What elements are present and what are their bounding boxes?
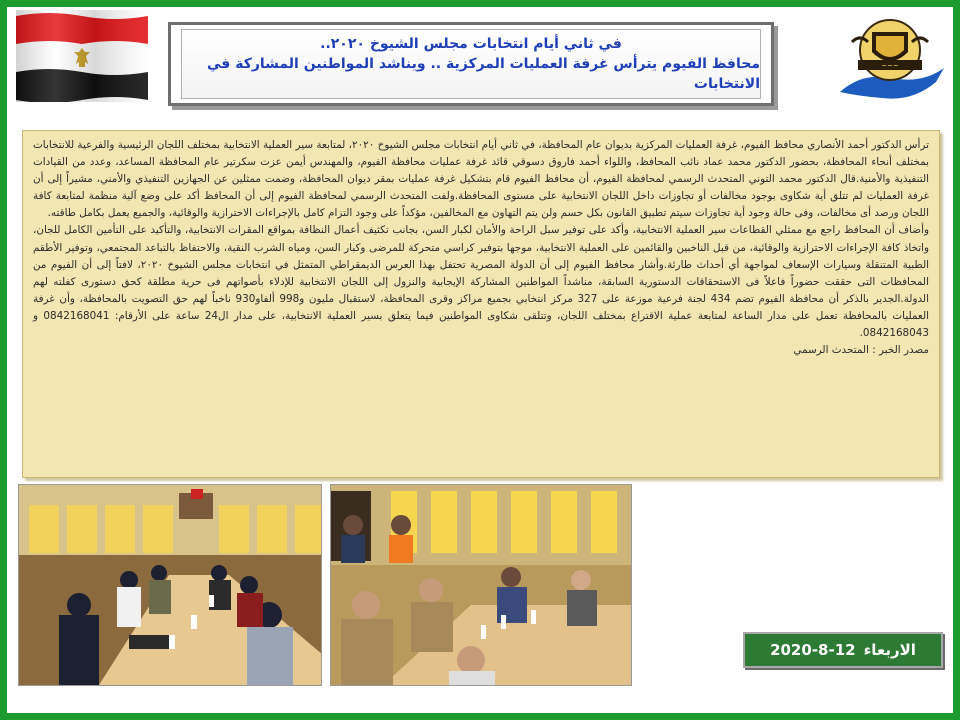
meeting-photo-2 xyxy=(330,484,632,686)
headline-box xyxy=(168,22,774,106)
svg-text:~~~: ~~~ xyxy=(881,62,899,70)
article-source: مصدر الخبر : المتحدث الرسمي xyxy=(793,344,929,357)
meeting-photo-1 xyxy=(18,484,322,686)
headline-line-1: في ثاني أيام انتخابات مجلس الشيوخ ٢٠٢٠.. xyxy=(320,36,622,52)
date-badge xyxy=(743,632,943,668)
fayoum-governorate-logo-icon xyxy=(832,12,948,104)
date-value: 2020-8-12 xyxy=(770,641,856,659)
article-paragraph-1: ترأس الدكتور أحمد الأنصاري محافظ الفيوم، غرفة العمليات المركزية بديوان عام المحافظة، في ثاني أيام انتخابات مجلس الشيوخ ٢٠٢٠، لمتابعة سير العملية الانتخابية بمختلف اللجان الرئيسية والفرعية للانتخابات بمختلف أنحاء المحافظة، بحضور الدكتور محمد عماد نائب المحافظ، واللواء أحمد فاروق دسوقي قائد غرفة عمليات محافظة الفيوم، والمهندس أيمن عزت سكرتير عام المحافظة المساعد، وعدد من القيادات التنفيذية والأمنية.قال الدكتور محمد التوني المتحدث الرسمي لمحافظة الفيوم، أن محافظ الفيوم قام بتشكيل غرفة عمليات بمقر ديوان المحافظة، وضمت ممثلين عن الجهازين التنفيذي والأمني، مشيراً إلى أن غرفة العمليات لم تتلق أية شكاوى بوجود مخالفات أو تجاوزات داخل اللجان الانتخابية على مستوى المحافظة.ولفت المتحدث الرسمي لمحافظة الفيوم إلى أن المحافظ أكد على وضع آلية منظمة لمتابعة كافة اللجان ورصد أى مخالفات، وفى حالة وجود أية تجاوزات سيتم تطبيق القانون بكل حسم ولن يتم التهاون مع المخالفين، مؤكداً على وجود التزام كامل بالإجراءات الاحترازية والوقائية، والجميع يعمل بكامل طاقته. xyxy=(33,139,929,220)
date-day: الاربعاء xyxy=(863,641,916,659)
news-article xyxy=(22,130,940,478)
headline-line-2: محافظ الفيوم يترأس غرفة العمليات المركزية .. ويناشد المواطنين المشاركة في الانتخابات xyxy=(207,56,760,92)
egypt-flag-icon xyxy=(14,10,149,102)
article-paragraph-2: وأضاف أن المحافظ راجع مع ممثلي القطاعات سير العملية الانتخابية، وأكد على توفير سبل الراحة والأمان لكبار السن، بجانب تكثيف أعمال النظافة بمواقع المقرات الانتخابية، والتأكيد على التأمين الكامل للجان، واتخاذ كافة الإجراءات الاحترازية والوقائية، من قبل الناخبين والقائمين على العملية الانتخابية، موجها بتوفير كراسي متحركة للمرضى وكبار السن، ومياه الشرب النقية، والاحتفاظ بالتباعد المجتمعي، وتوفير الأطقم الطبية المتنقلة وسيارات الإسعاف لمواجهة أي أحداث طارئة.وأشار محافظ الفيوم إلى أن الدولة المصرية تحتفل بهذا العرس الديمقراطي المتمثل في انتخابات مجلس الشيوخ ٢٠٢٠، لافتاً إلى أن الفيوم من المحافظات التى حققت حضوراً فاعلاً فى الاستحقاقات الدستورية السابقة، مناشداً المواطنين المشاركة الإيجابية والنزول إلى اللجان الانتخابية للإدلاء بأصواتهم فى حرية مطلقة كحق دستورى كفلته لهم الدولة.الجدير بالذكر أن محافظة الفيوم تضم 434 لجنة فرعية موزعة على 327 مركز انتخابي بجميع مراكز وقرى المحافظة، لاستقبال مليون و998 ألفاو930 ناخباً لهم حق التصويت بالمحافظة، وأن غرفة العمليات بالمحافظة تعمل على مدار الساعة لمتابعة عملية الاقتراع بمختلف اللجان، وتتلقى شكاوى المواطنين فيما يتعلق بسير العملية الانتخابية، على مدار ال24 ساعة على الأرقام: 0842168041 و 0842168043. xyxy=(33,224,929,340)
